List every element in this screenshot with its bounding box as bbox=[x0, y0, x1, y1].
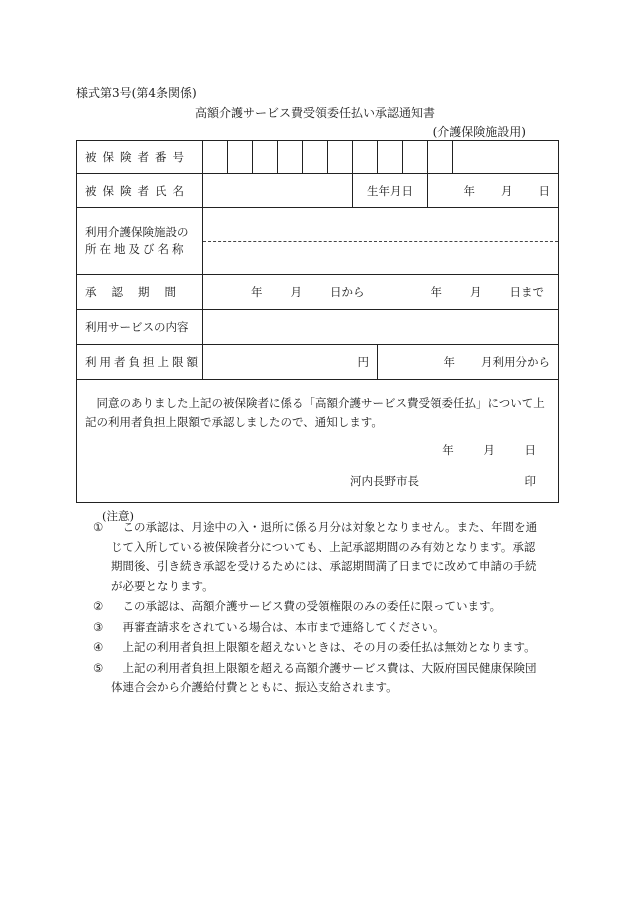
approval-period-field[interactable] bbox=[203, 275, 559, 310]
period-start-from: 日から bbox=[330, 285, 365, 299]
seal-mark: 印 bbox=[524, 474, 536, 488]
period-end-until: 日まで bbox=[509, 285, 544, 299]
note-item bbox=[93, 518, 545, 596]
insured-name-label: 被保険者氏名 bbox=[77, 174, 203, 208]
period-end-year: 年 bbox=[430, 285, 442, 299]
notice-cell bbox=[77, 380, 559, 503]
row-burden-limit bbox=[77, 345, 559, 380]
note-number: ⑤ bbox=[93, 660, 104, 675]
facility-label-line2: 所在地及び名称 bbox=[85, 242, 187, 256]
birth-date-label: 生年月日 bbox=[353, 174, 428, 208]
notice-year-unit: 年 bbox=[442, 443, 454, 457]
insured-number-digit[interactable] bbox=[403, 141, 428, 174]
approval-period-label: 承認期間 bbox=[77, 275, 203, 310]
approval-form-table bbox=[76, 140, 559, 503]
burden-limit-amount-field[interactable] bbox=[203, 345, 378, 380]
period-end-month: 月 bbox=[470, 285, 482, 299]
note-text: 再審査請求をされている場合は、本市まで連絡してください。 bbox=[122, 619, 445, 634]
birth-year-unit: 年 bbox=[463, 183, 475, 198]
note-number: ③ bbox=[93, 619, 104, 634]
notice-signer: 河内長野市長 bbox=[350, 474, 419, 488]
birth-day-unit: 日 bbox=[538, 183, 550, 198]
row-approval-period bbox=[77, 275, 559, 310]
insured-number-digit[interactable] bbox=[428, 141, 453, 174]
insured-number-digit[interactable] bbox=[278, 141, 303, 174]
yen-unit: 円 bbox=[357, 355, 369, 369]
period-start-month: 月 bbox=[290, 285, 302, 299]
address-name-divider bbox=[203, 241, 558, 242]
notice-month-unit: 月 bbox=[483, 443, 495, 457]
insured-number-blank bbox=[453, 141, 559, 174]
insured-number-digit[interactable] bbox=[353, 141, 378, 174]
insured-number-digit[interactable] bbox=[253, 141, 278, 174]
notice-day-unit: 日 bbox=[524, 443, 536, 457]
note-item bbox=[93, 597, 545, 617]
row-insured-name bbox=[77, 174, 559, 208]
note-text: この承認は、高額介護サービス費の受領権限のみの委任に限っています。 bbox=[122, 599, 502, 613]
service-content-field[interactable] bbox=[203, 310, 559, 345]
period-start-year: 年 bbox=[251, 285, 263, 299]
note-item bbox=[93, 638, 545, 658]
burden-limit-start-field[interactable] bbox=[378, 345, 559, 380]
note-text: この承認は、月途中の入・退所に係る月分は対象となりません。また、年間を通じて入所している被保険者分についても、上記承認期間のみ有効となります。承認期間後、引き続き承認を受けるためには、承認期間満了日までに改めて申請の手続が必要となります。 bbox=[111, 520, 538, 593]
note-item bbox=[93, 618, 545, 638]
burden-limit-label: 利用者負担上限額 bbox=[77, 345, 203, 380]
note-number: ① bbox=[93, 520, 104, 534]
insured-name-field[interactable] bbox=[203, 174, 353, 208]
row-insured-number bbox=[77, 141, 559, 174]
facility-label-line1: 利用介護保険施設の bbox=[85, 225, 189, 239]
row-facility bbox=[77, 208, 559, 275]
facility-field[interactable] bbox=[203, 208, 559, 275]
note-text: 上記の利用者負担上限額を超えないときは、その月の委任払は無効となります。 bbox=[122, 640, 536, 654]
note-item bbox=[93, 659, 545, 698]
birth-date-field[interactable] bbox=[428, 174, 559, 208]
usage-month-from: 月利用分から bbox=[481, 355, 550, 369]
insured-number-digit[interactable] bbox=[228, 141, 253, 174]
insured-number-label: 被保険者番号 bbox=[77, 141, 203, 174]
notes-list bbox=[93, 518, 545, 699]
birth-month-unit: 月 bbox=[501, 183, 513, 198]
service-content-label: 利用サービスの内容 bbox=[77, 310, 203, 345]
facility-label bbox=[77, 208, 203, 275]
row-service-content bbox=[77, 310, 559, 345]
row-notice bbox=[77, 380, 559, 503]
notice-body: 同意のありました上記の被保険者に係る「高額介護サービス費受領委任払」について上記の利用者負担上限額で承認しましたので、通知します。 bbox=[85, 396, 545, 429]
notes-heading: (注意) bbox=[102, 509, 134, 523]
document-subtitle: (介護保険施設用) bbox=[432, 125, 526, 139]
insured-number-digit[interactable] bbox=[203, 141, 228, 174]
note-number: ② bbox=[93, 599, 104, 613]
insured-number-digit[interactable] bbox=[328, 141, 353, 174]
document-title: 高額介護サービス費受領委任払い承認通知書 bbox=[194, 106, 435, 120]
insured-number-digit[interactable] bbox=[303, 141, 328, 174]
form-number: 様式第3号(第4条関係) bbox=[76, 86, 197, 100]
insured-number-digit[interactable] bbox=[378, 141, 403, 174]
note-number: ④ bbox=[93, 640, 104, 654]
usage-year-unit: 年 bbox=[443, 355, 455, 369]
note-text: 上記の利用者負担上限額を超える高額介護サービス費は、大阪府国民健康保険団体連合会から介護給付費とともに、振込支給されます。 bbox=[111, 660, 537, 694]
notice-date[interactable] bbox=[442, 442, 536, 458]
